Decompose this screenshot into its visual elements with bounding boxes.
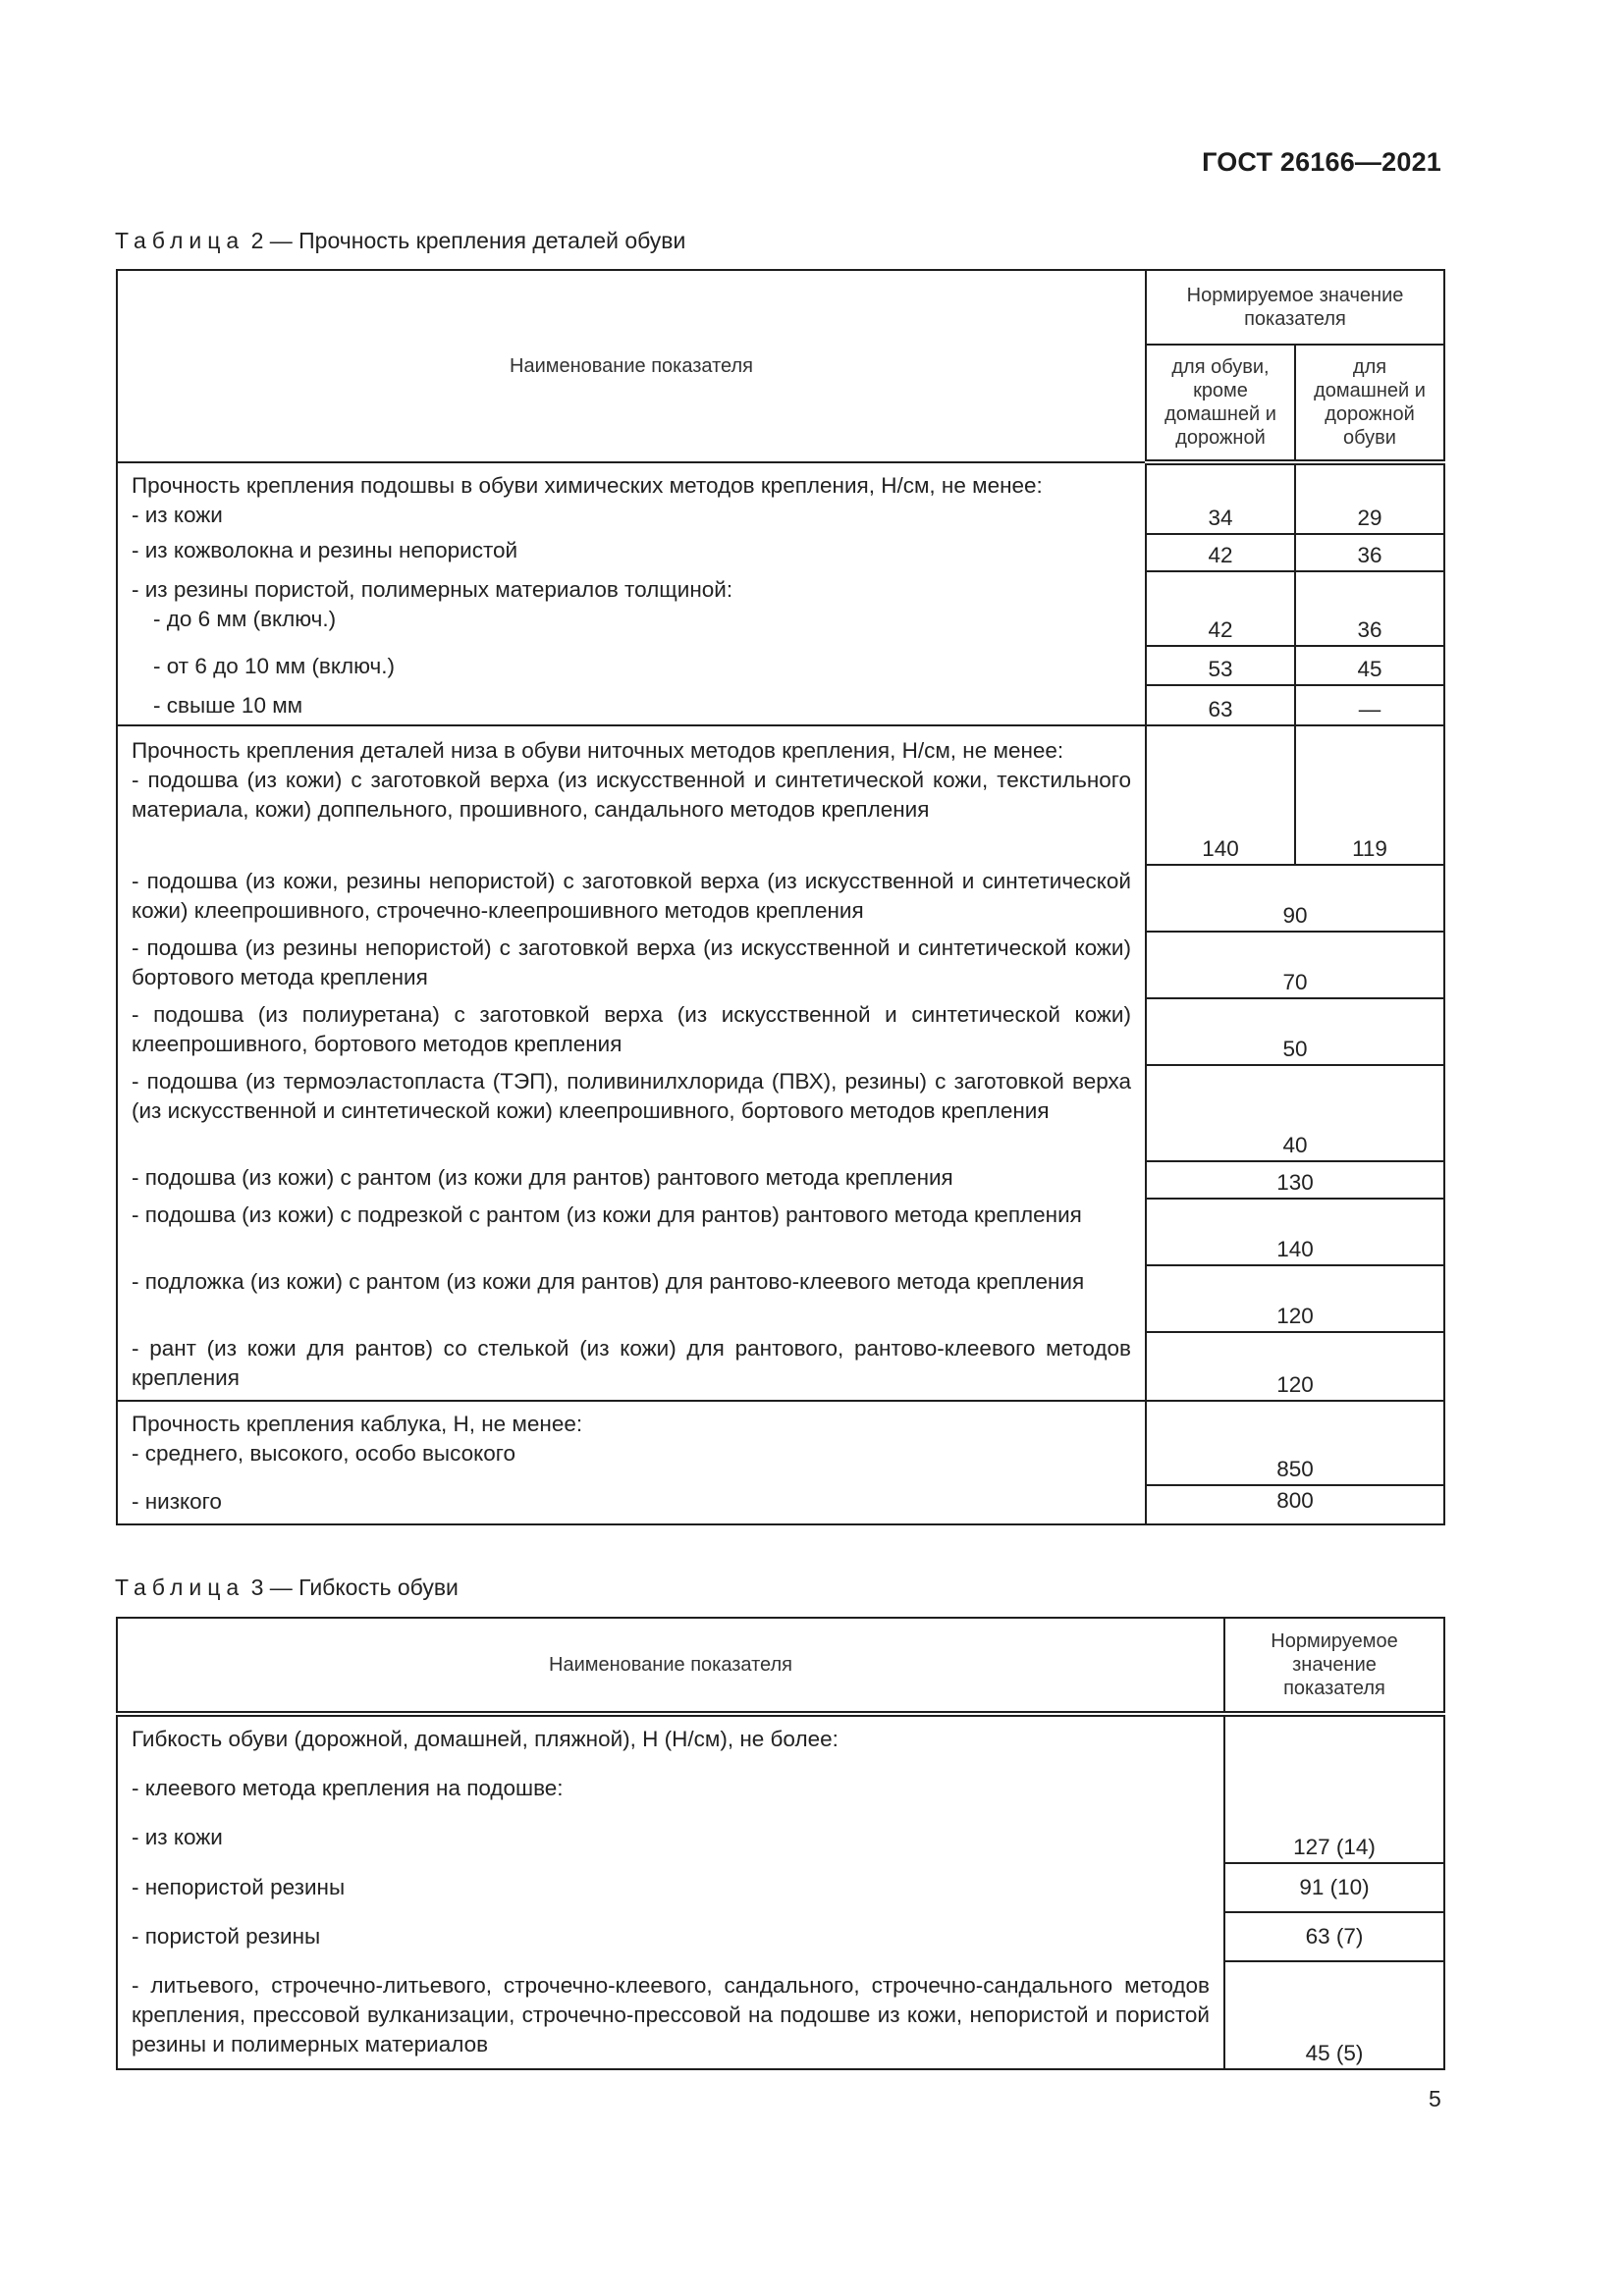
col-header-value-2: для домашней и дорожной обуви [1295,345,1444,462]
value-cell: 70 [1146,932,1444,998]
col-header-value-1: для обуви, кроме домашней и дорожной [1146,345,1295,462]
table-row-label: - пористой резины [117,1912,1224,1961]
value-cell: 119 [1295,725,1444,865]
value-cell: 90 [1146,865,1444,932]
value-cell: 850 [1146,1401,1444,1485]
table-2 [116,269,1445,1525]
table-row-label: - непористой резины [117,1863,1224,1912]
col-header-value-group: Нормируемое значение показателя [1146,270,1444,345]
value-cell: 29 [1295,462,1444,534]
table-row-label: - из резины пористой, полимерных материалов толщиной: - до 6 мм (включ.) [117,571,1146,646]
value-cell: 42 [1146,571,1295,646]
value-cell: 34 [1146,462,1295,534]
section-title: Гибкость обуви (дорожной, домашней, пляжной), Н (Н/см), не более: - клеевого метода крепления на подошве: - из кожи [117,1714,1224,1863]
table3-caption-prefix: Таблица [115,1575,245,1600]
col-header-name: Наименование показателя [117,1618,1224,1714]
section-title: Прочность крепления каблука, Н, не менее: - среднего, высокого, особо высокого [117,1401,1146,1485]
value-cell: 800 [1146,1485,1444,1524]
table-row-label: - подошва (из полиуретана) с заготовкой верха (из искусственной и синтетической кожи) клеепрошивного, бортового методов крепления [117,998,1146,1065]
page-number: 5 [1429,2086,1441,2111]
document-code: ГОСТ 26166—2021 [1202,147,1441,177]
value-cell: 45 (5) [1224,1961,1444,2069]
value-cell: 36 [1295,534,1444,571]
value-cell: 91 (10) [1224,1863,1444,1912]
table-row-label: - подложка (из кожи) с рантом (из кожи для рантов) для рантово-клеевого метода крепления [117,1265,1146,1332]
table-row-label: - подошва (из термоэластопласта (ТЭП), поливинилхлорида (ПВХ), резины) с заготовкой верха (из искусственной и синтетической кожи) клеепрошивного, бортового методов крепления [117,1065,1146,1161]
table-row-label: - свыше 10 мм [117,685,1146,725]
value-cell: — [1295,685,1444,725]
value-cell: 120 [1146,1265,1444,1332]
table-row-label: - от 6 до 10 мм (включ.) [117,646,1146,685]
table3-caption [115,1575,459,1601]
value-cell: 140 [1146,725,1295,865]
table-row-label: - литьевого, строчечно-литьевого, строчечно-клеевого, сандального, строчечно-сандального методов крепления, прессовой вулканизации, строчечно-прессовой на подошве из кожи, непористой и пористой резины и полимерных материалов [117,1961,1224,2069]
section-title: Прочность крепления подошвы в обуви химических методов крепления, Н/см, не менее: - из кожи [117,462,1146,534]
value-cell: 40 [1146,1065,1444,1161]
table2-caption [115,228,685,254]
table2-caption-text: 2 — Прочность крепления деталей обуви [250,228,686,253]
value-cell: 45 [1295,646,1444,685]
table-row-label: - низкого [117,1485,1146,1524]
value-cell: 63 [1146,685,1295,725]
table3-caption-text: 3 — Гибкость обуви [250,1575,459,1600]
value-cell: 42 [1146,534,1295,571]
value-cell: 36 [1295,571,1444,646]
value-cell: 120 [1146,1332,1444,1401]
col-header-value: Нормируемое значение показателя [1224,1618,1444,1714]
value-cell: 127 (14) [1224,1714,1444,1863]
table-row-label: - подошва (из кожи) с подрезкой с рантом (из кожи для рантов) рантового метода крепления [117,1199,1146,1265]
table-row-label: - подошва (из резины непористой) с заготовкой верха (из искусственной и синтетической кожи) бортового метода крепления [117,932,1146,998]
value-cell: 140 [1146,1199,1444,1265]
table-row-label: - подошва (из кожи) с рантом (из кожи для рантов) рантового метода крепления [117,1161,1146,1199]
table-row-label: - рант (из кожи для рантов) со стелькой (из кожи) для рантового, рантово-клеевого методов крепления [117,1332,1146,1401]
table-row-label: - из кожволокна и резины непористой [117,534,1146,571]
table-3 [116,1617,1445,2070]
col-header-name: Наименование показателя [117,270,1146,462]
section-title: Прочность крепления деталей низа в обуви ниточных методов крепления, Н/см, не менее: - подошва (из кожи) с заготовкой верха (из искусственной и синтетической кожи, текстильного материала, кожи) доппельного, прошивного, сандального методов крепления [117,725,1146,865]
value-cell: 63 (7) [1224,1912,1444,1961]
value-cell: 53 [1146,646,1295,685]
value-cell: 50 [1146,998,1444,1065]
value-cell: 130 [1146,1161,1444,1199]
table-row-label: - подошва (из кожи, резины непористой) с заготовкой верха (из искусственной и синтетической кожи) клеепрошивного, строчечно-клеепрошивного методов крепления [117,865,1146,932]
table2-caption-prefix: Таблица [115,228,245,253]
